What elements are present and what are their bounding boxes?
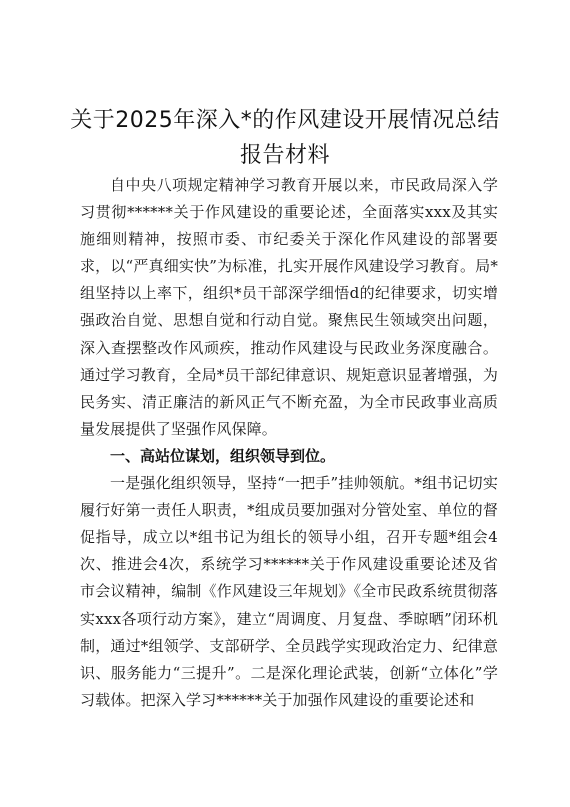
document-body <box>80 172 498 714</box>
section-paragraph: 一是强化组织领导，坚持“一把手”挂帅领航。*组书记切实履行好第一责任人职责，*组成员要加强对分管处室、单位的督促指导，成立以*组书记为组长的领导小组，召开专题*组会4次、推进会4次，系统学习******关于作风建设重要论述及省市会议精神，编制《作风建设三年规划》《全市民政系统贯彻落实xxx各项行动方案》，建立“周调度、月复盘、季晾晒”闭环机制，通过*组领学、支部研学、全员践学实现政治定力、纪律意识、服务能力“三提升”。二是深化理论武装，创新“立体化”学习载体。把深入学习******关于加强作风建设的重要论述和 <box>80 474 498 709</box>
section-heading: 一、高站位谋划，组织领导到位。 <box>110 446 336 465</box>
document-title: 关于2025年深入*的作风建设开展情况总结报告材料 <box>70 108 500 168</box>
intro-paragraph: 自中央八项规定精神学习教育开展以来，市民政局深入学习贯彻******关于作风建设的重要论述，全面落实xxx及其实施细则精神，按照市委、市纪委关于深化作风建设的部署要求，以“严真细实快”为标准，扎实开展作风建设学习教育。局*组坚持以上率下，组织*员干部深学细悟d的纪律要求，切实增强政治自觉、思想自觉和行动自觉。聚焦民生领域突出问题，深入查摆整改作风顽疾，推动作风建设与民政业务深度融合。通过学习教育，全局*员干部纪律意识、规矩意识显著增强，为民务实、清正廉洁的新风正气不断充盈，为全市民政事业高质量发展提供了坚强作风保障。 <box>80 176 498 438</box>
